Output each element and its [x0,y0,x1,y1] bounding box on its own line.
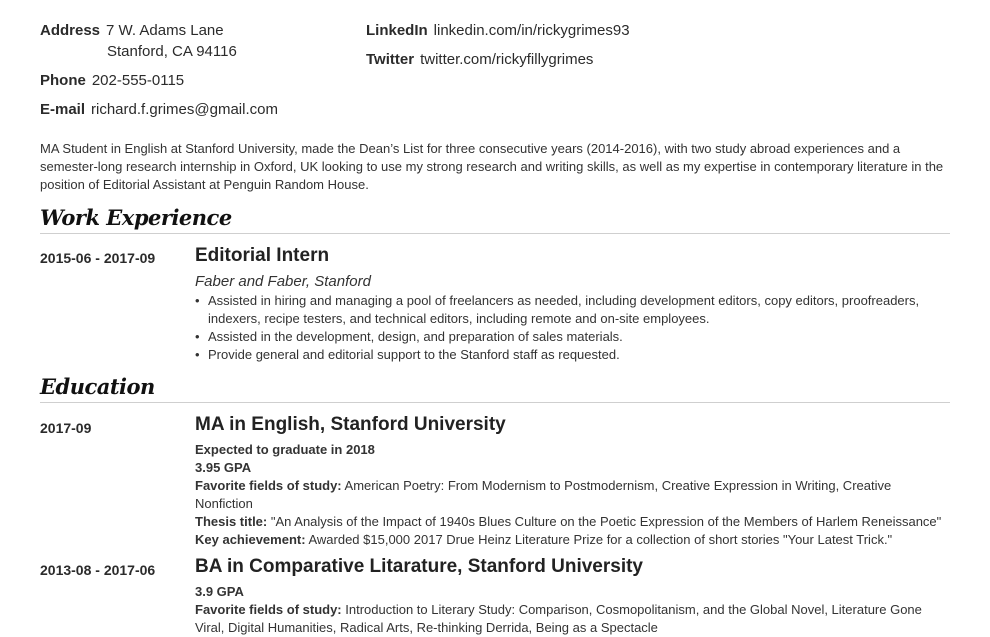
thesis-label: Thesis title: [195,514,268,529]
fields-label: Favorite fields of study: [195,602,342,617]
phone-value: 202-555-0115 [91,72,185,89]
degree-title: MA in English, Stanford University [195,414,506,435]
achievement-value: Awarded $15,000 2017 Drue Heinz Literature Prize for a collection of short stories "Your Latest Trick." [308,532,893,547]
job-bullet: • Provide general and editorial support to the Stanford staff as requested. [208,346,950,364]
fields-label: Favorite fields of study: [195,478,342,493]
linkedin-label: LinkedIn [366,22,428,39]
education-entry [195,555,950,637]
job-bullets [195,292,950,364]
email-label: E-mail [40,101,86,118]
thesis-value: "An Analysis of the Impact of 1940s Blues Culture on the Poetic Expression of the Members of Harlem Reneissance" [270,514,942,529]
address-line2-row [107,41,237,62]
work-experience-heading: Work Experience [40,205,232,230]
degree-title: BA in Comparative Litarature, Stanford University [195,556,644,577]
achievement-label: Key achievement: [195,532,306,547]
education-entry [195,413,950,549]
linkedin-row [366,20,630,41]
education-dates: 2017-09 [40,420,92,436]
contact-block [40,20,950,130]
job-bullet: • Assisted in hiring and managing a pool of freelancers as needed, including development editors, copy editors, proofreaders, indexers, recipe testers, and technical editors, including remote and on-site employees. [208,292,950,328]
fields-of-study [195,601,950,637]
education-divider [40,402,950,403]
address-line2: Stanford, CA 94116 [107,43,237,60]
company-name: Faber and Faber, Stanford [195,273,371,290]
key-achievement [195,531,950,549]
twitter-link[interactable]: twitter.com/rickyfillygrimes [420,51,594,68]
phone-row [40,70,184,91]
gpa: 3.95 GPA [195,460,252,475]
education-dates: 2013-08 - 2017-06 [40,562,156,578]
phone-label: Phone [40,72,86,89]
education-heading: Education [40,374,155,399]
address-row [40,20,224,41]
email-row [40,99,278,120]
fields-value: American Poetry: From Modernism to Postmodernism, Creative Expression in Writing, Creative Nonfiction [195,478,892,511]
summary-paragraph: MA Student in English at Stanford University, made the Dean’s List for three consecutive years (2014-2016), with two study abroad experiences and a semester-long research internship in Oxford, UK looking to use my strong research and writing skills, as well as my expertise in contemporary literature in the position of Editorial Assistant at Penguin Random House. [40,141,944,192]
work-divider [40,233,950,234]
work-dates: 2015-06 - 2017-09 [40,250,156,266]
job-title: Editorial Intern [195,245,330,266]
address-line1: 7 W. Adams Lane [106,22,224,39]
fields-value: Introduction to Literary Study: Comparison, Cosmopolitanism, and the Global Novel, Literature Gone Viral, Digital Humanities, Radical Arts, Re-thinking Derrida, Being as a Spectacle [195,602,922,635]
linkedin-link[interactable]: linkedin.com/in/rickygrimes93 [433,22,630,39]
address-label: Address [40,22,101,39]
fields-of-study [195,477,950,513]
twitter-row [366,49,593,70]
email-value[interactable]: richard.f.grimes@gmail.com [91,101,278,118]
gpa: 3.9 GPA [195,584,244,599]
twitter-label: Twitter [366,51,415,68]
expected-graduation: Expected to graduate in 2018 [195,442,375,457]
thesis [195,513,950,531]
job-bullet: • Assisted in the development, design, and preparation of sales materials. [208,328,950,346]
work-entry [195,244,950,364]
